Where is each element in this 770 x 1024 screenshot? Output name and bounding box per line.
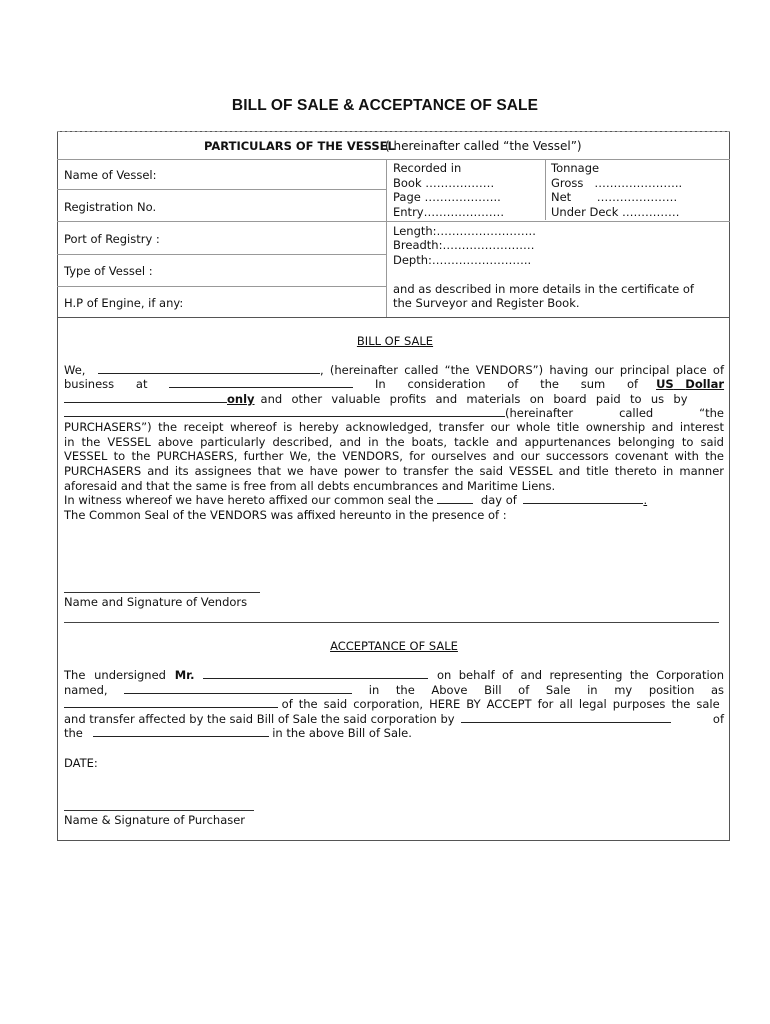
day-of-text: day of — [480, 493, 517, 507]
table-col-divider — [386, 159, 387, 317]
in-word-b: in — [587, 683, 598, 697]
in-above-text: in the above Bill of Sale. — [272, 726, 412, 740]
vendors-signature-label: Name and Signature of Vendors — [64, 595, 248, 609]
witness-day-blank[interactable] — [437, 493, 473, 504]
the-word: the — [540, 377, 559, 391]
field-port-of-registry: Port of Registry : — [64, 232, 160, 246]
bill-word: Bill — [484, 683, 502, 697]
acceptance-line-3 — [64, 697, 724, 712]
tonnage-under-deck: Under Deck …………… — [551, 205, 680, 219]
hereinafter-word: (hereinafter — [505, 406, 574, 420]
called-word: called — [619, 406, 654, 420]
field-hp-of-engine: H.P of Engine, if any: — [64, 296, 184, 310]
bill-line-2 — [64, 377, 724, 392]
tonnage-gross: Gross ………………….. — [551, 176, 683, 190]
bill-line-7: VESSEL to the PURCHASERS, further We, the VENDORS, for ourselves and our successors covenant with the — [64, 449, 724, 463]
particulars-bottom — [57, 317, 730, 318]
position-word: position — [648, 683, 695, 697]
undersigned-text: The undersigned — [64, 668, 166, 682]
position-blank[interactable] — [64, 697, 278, 708]
vendors-signature-line[interactable] — [64, 592, 260, 593]
table-tonnage-divider — [545, 159, 546, 220]
sum-amount-blank[interactable] — [64, 392, 227, 403]
accepted-by-blank[interactable] — [461, 712, 671, 723]
acceptance-line-2 — [64, 683, 724, 698]
table-header-divider — [57, 159, 730, 160]
purchasers-name-blank[interactable] — [64, 406, 505, 417]
vessel-blank[interactable] — [93, 726, 269, 737]
acceptance-line-1 — [64, 668, 724, 683]
currency-dollar: Dollar — [685, 377, 725, 391]
business-word: business — [64, 377, 115, 391]
mr-text: Mr. — [174, 668, 195, 682]
recorded-entry: Entry………………… — [393, 205, 505, 219]
bill-line-aforesaid: aforesaid and that the same is free from all debts encumbrances and Maritime Liens. — [64, 479, 556, 493]
bill-line-3 — [64, 392, 724, 407]
witness-month-blank[interactable] — [523, 493, 643, 504]
tonnage-net: Net ………………… — [551, 190, 678, 204]
field-name-of-vessel: Name of Vessel: — [64, 168, 157, 182]
witness-period: . — [643, 493, 648, 507]
business-address-blank[interactable] — [169, 377, 353, 388]
in-word: In — [374, 377, 386, 391]
particulars-hereinafter: ( hereinafter called “the Vessel”) — [385, 139, 582, 153]
my-word: my — [614, 683, 633, 697]
above-word: Above — [431, 683, 468, 697]
purchaser-signature-line[interactable] — [64, 810, 254, 811]
witness-text: In witness whereof we have hereto affixed our common seal the — [64, 493, 434, 507]
of-end-word: of — [712, 712, 724, 726]
purchaser-signature-label: Name & Signature of Purchaser — [64, 813, 246, 827]
of-word-a: of — [518, 683, 530, 697]
common-seal-line: The Common Seal of the VENDORS was affixed hereunto in the presence of : — [64, 508, 507, 522]
recorded-page: Page ……………….. — [393, 190, 501, 204]
recorded-in: Recorded in — [393, 161, 462, 175]
field-type-of-vessel: Type of Vessel : — [64, 264, 153, 278]
in-word-a: in — [368, 683, 380, 697]
tonnage-heading: Tonnage — [551, 161, 600, 175]
vendors-name-blank[interactable] — [98, 363, 320, 374]
at-word: at — [135, 377, 148, 391]
bill-line-5: PURCHASERS”) the receipt whereof is hereby acknowledged, transfer our whole title ownership and interest — [64, 420, 724, 434]
field-registration-no: Registration No. — [64, 200, 157, 214]
currency-us: US — [656, 377, 674, 391]
acceptance-line-5 — [64, 726, 412, 741]
of-word-2: of — [626, 377, 639, 391]
the-quote-word: “the — [699, 406, 725, 420]
consideration-word: consideration — [407, 377, 486, 391]
document-title: BILL OF SALE & ACCEPTANCE OF SALE — [231, 97, 539, 114]
bill-line-6: in the VESSEL above particularly described, and in the boats, tackle and appurtenances belonging to said — [64, 435, 724, 449]
particulars-heading: PARTICULARS OF THE VESSEL — [204, 139, 395, 153]
only-word: only — [227, 392, 255, 406]
section-divider — [64, 622, 719, 623]
date-label: DATE: — [64, 756, 98, 770]
row-divider-2 — [57, 221, 730, 222]
as-word: as — [711, 683, 725, 697]
acceptance-line-4 — [64, 712, 724, 727]
named-word: named, — [64, 683, 108, 697]
we-label: We, — [64, 363, 86, 377]
sum-word: sum — [580, 377, 606, 391]
described-line-2: the Surveyor and Register Book. — [393, 296, 580, 310]
acceptance-heading: ACCEPTANCE OF SALE — [330, 639, 458, 653]
and-other-text: and other valuable profits and materials on board paid to us by — [260, 392, 688, 406]
bill-of-sale-heading: BILL OF SALE — [356, 334, 434, 348]
bill-line-1 — [64, 363, 724, 378]
transfer-text: and transfer affected by the said Bill of Sale the said corporation by — [64, 712, 455, 726]
sale-word: Sale — [545, 683, 571, 697]
row-divider-1 — [57, 189, 386, 190]
dimension-depth: Depth:…………………….. — [393, 253, 532, 267]
the-word-a: the — [395, 683, 415, 697]
row-divider-3 — [57, 254, 386, 255]
corporation-name-blank[interactable] — [124, 683, 352, 694]
bill-line-8: PURCHASERS and its assignees that we have power to transfer the said VESSEL and title thereto in manner — [64, 464, 724, 478]
dimension-length: Length:…………………….. — [393, 224, 536, 238]
recorded-book: Book ……………… — [393, 176, 495, 190]
bill-line-4 — [64, 406, 724, 421]
described-line-1: and as described in more details in the certificate of — [393, 282, 694, 296]
dimension-breadth: Breadth:…………………… — [393, 238, 535, 252]
on-behalf-text: on behalf of and representing the Corporation — [437, 668, 725, 682]
mr-name-blank[interactable] — [203, 668, 428, 679]
witness-line — [64, 493, 647, 508]
the-start-word: the — [64, 726, 83, 740]
row-divider-4 — [57, 286, 386, 287]
vendors-called-text: , (hereinafter called “the VENDORS”) having our principal place of — [319, 363, 725, 377]
of-word: of — [507, 377, 519, 391]
frame-top-dashed — [57, 131, 730, 132]
of-corp-text: of the said corporation, HERE BY ACCEPT for all legal purposes the sale — [281, 697, 720, 711]
